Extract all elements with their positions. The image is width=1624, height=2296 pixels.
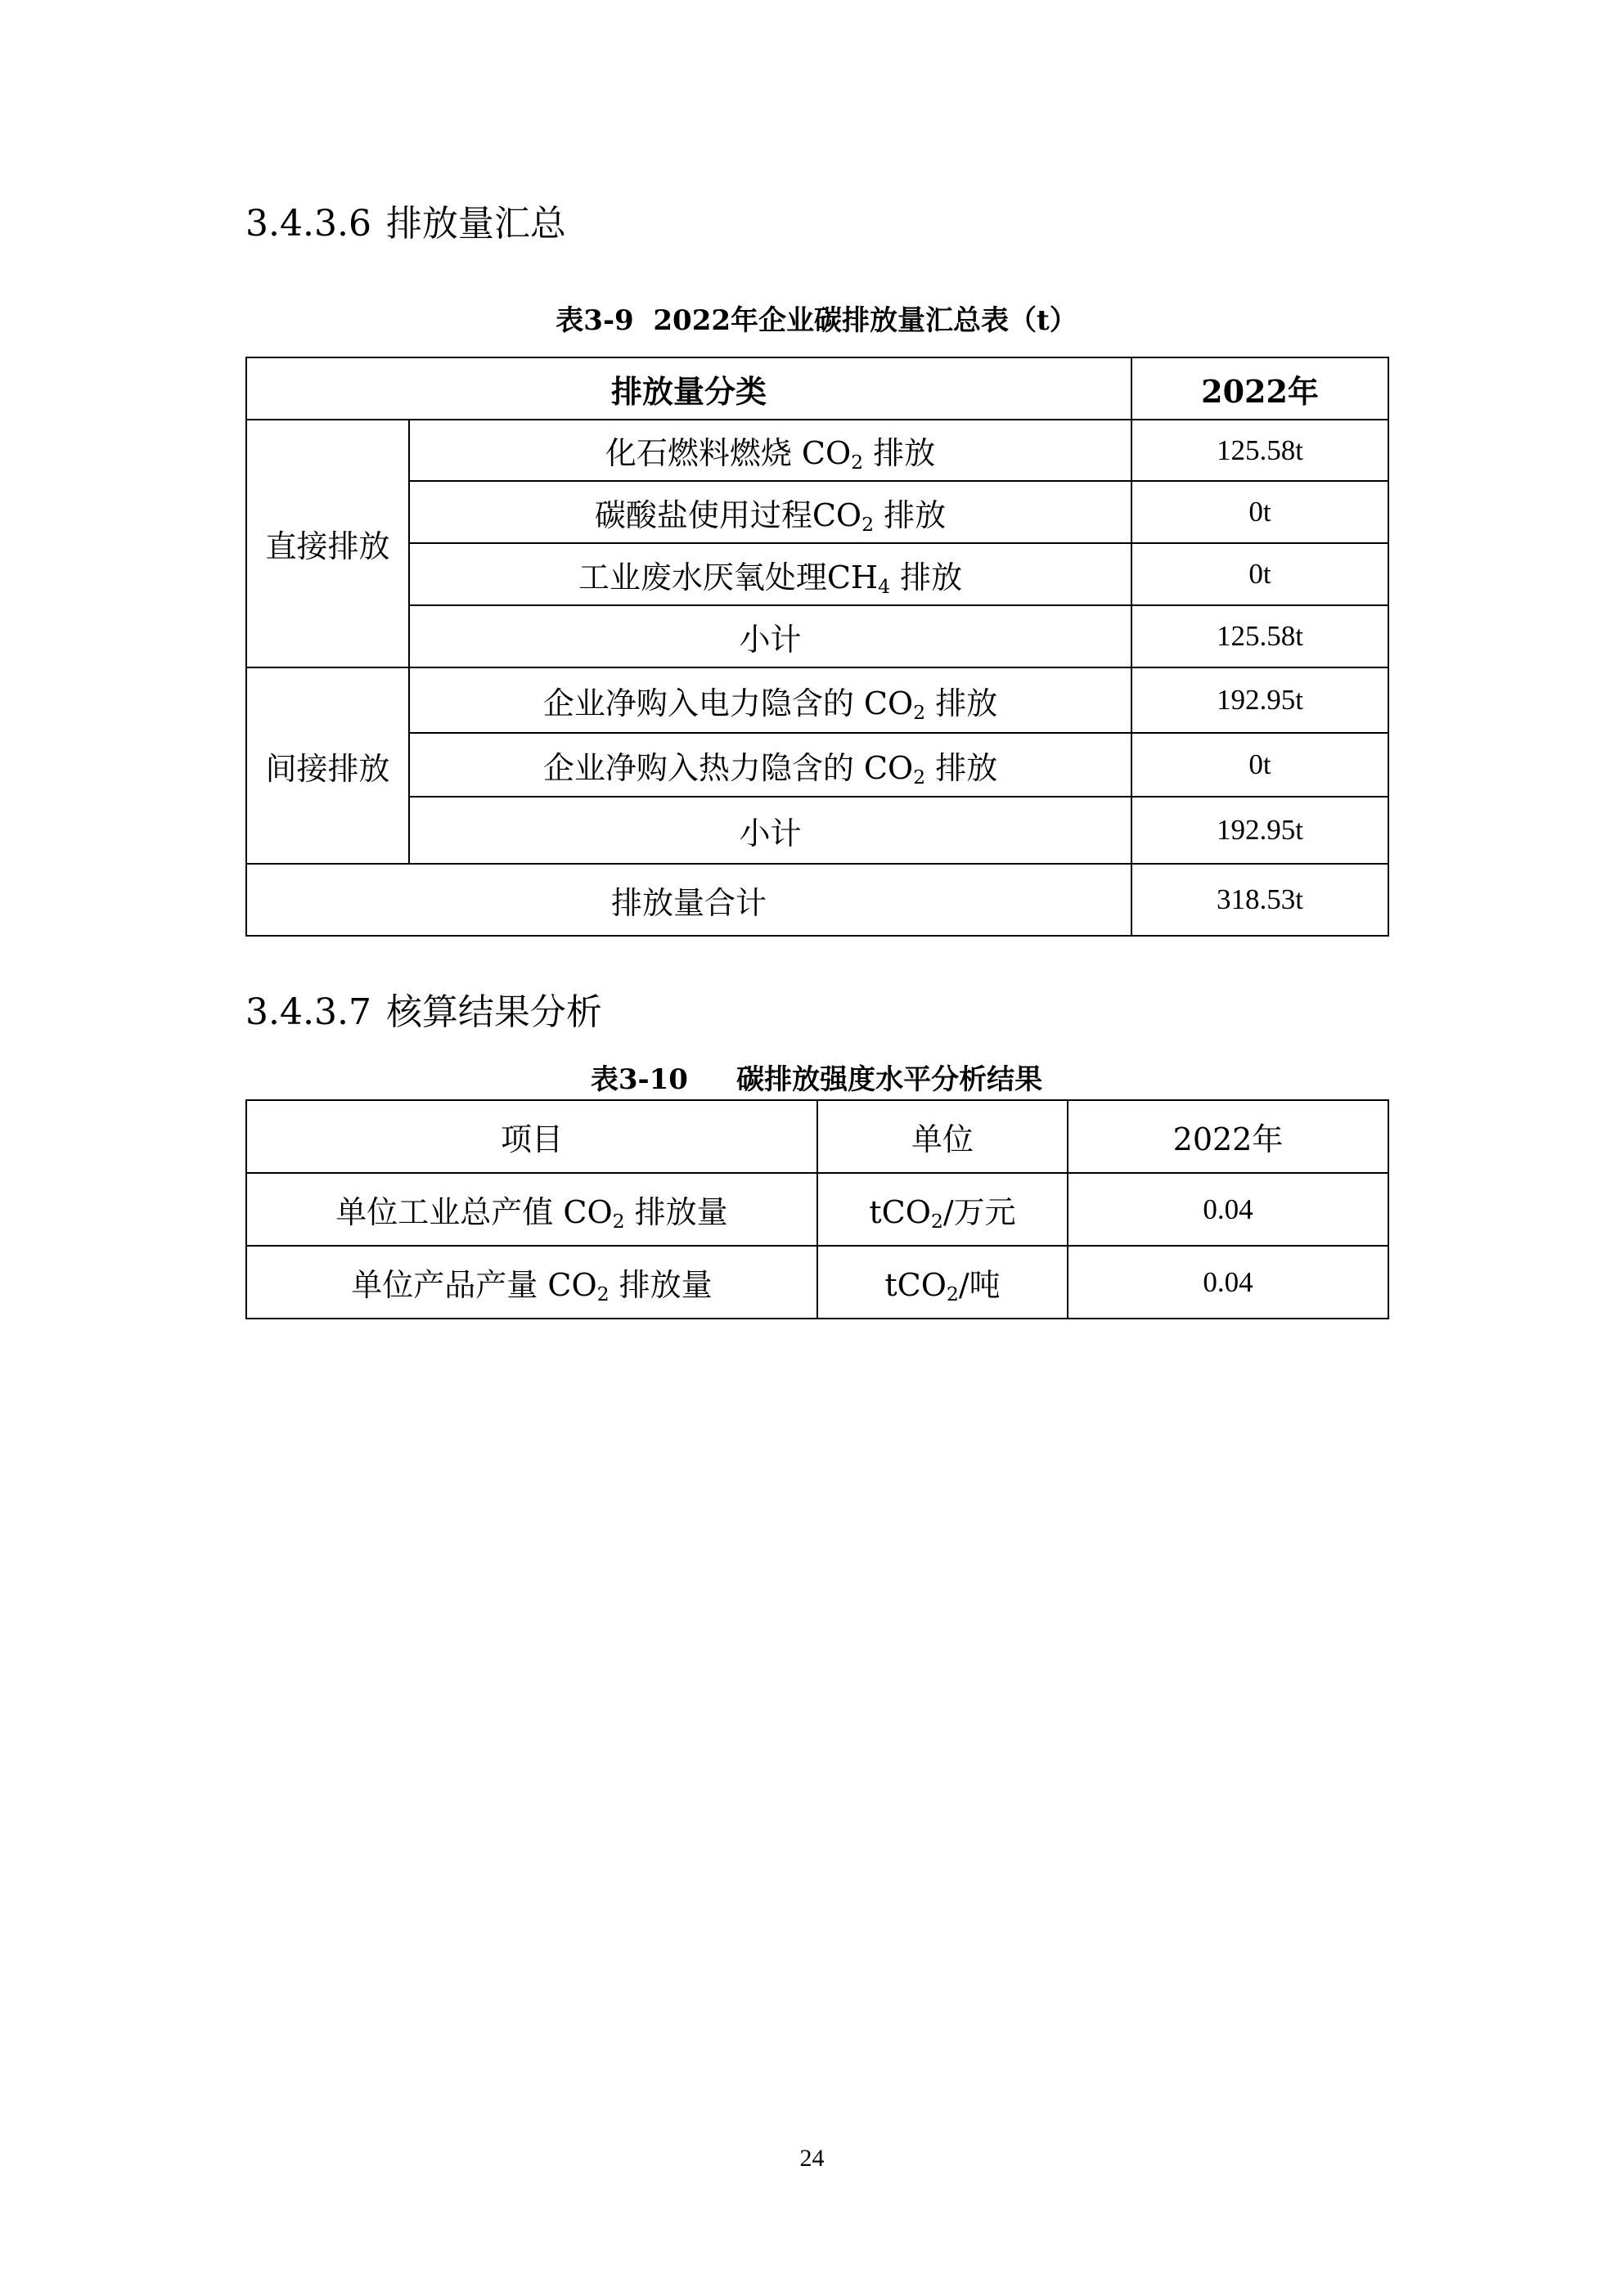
direct-emissions-label: 直接排放	[246, 420, 409, 667]
section-number: 3.4.3.7	[245, 991, 371, 1033]
table-row	[246, 543, 1388, 605]
section-title: 核算结果分析	[385, 991, 602, 1033]
header-category: 排放量分类	[246, 357, 1131, 420]
row-item: 单位工业总产值 $CO_2$ 排放量	[246, 1173, 817, 1246]
subtotal-value: 125.58t	[1131, 605, 1388, 667]
row-label: 企业净购入热力隐含的 $CO_2$ 排放	[409, 733, 1131, 797]
subtotal-label: 小计	[409, 797, 1131, 864]
row-label: 碳酸盐使用过程$CO_2$ 排放	[409, 481, 1131, 543]
table-header-row	[246, 1100, 1388, 1173]
table-caption-3-9: 表3-9 2022年企业碳排放量汇总表（t）	[556, 304, 1077, 337]
section-heading-3-4-3-7	[245, 990, 602, 1036]
indirect-emissions-label: 间接排放	[246, 667, 409, 864]
table-row	[246, 481, 1388, 543]
emissions-summary-table	[245, 357, 1389, 937]
subtotal-value: 192.95t	[1131, 797, 1388, 864]
header-item: 项目	[246, 1100, 817, 1173]
carbon-intensity-table	[245, 1099, 1389, 1319]
row-value: 192.95t	[1131, 667, 1388, 733]
row-label: 工业废水厌氧处理$CH_4$ 排放	[409, 543, 1131, 605]
total-row	[246, 864, 1388, 936]
total-value: 318.53t	[1131, 864, 1388, 936]
row-value: 0t	[1131, 481, 1388, 543]
table-row	[246, 1173, 1388, 1246]
subtotal-label: 小计	[409, 605, 1131, 667]
table-row	[246, 1246, 1388, 1319]
total-label: 排放量合计	[246, 864, 1131, 936]
page-number: 24	[799, 2145, 825, 2172]
row-value: 0.04	[1068, 1173, 1388, 1246]
subtotal-row	[246, 797, 1388, 864]
section-heading-3-4-3-6	[245, 201, 566, 247]
table-header-row	[246, 357, 1388, 420]
header-year: 2022年	[1068, 1100, 1388, 1173]
table-row	[246, 733, 1388, 797]
row-label: 企业净购入电力隐含的 $CO_2$ 排放	[409, 667, 1131, 733]
row-value: 125.58t	[1131, 420, 1388, 481]
row-unit: tCO$_2$/万元	[817, 1173, 1068, 1246]
header-unit: 单位	[817, 1100, 1068, 1173]
section-number: 3.4.3.6	[245, 203, 371, 245]
row-item: 单位产品产量 $CO_2$ 排放量	[246, 1246, 817, 1319]
row-value: 0t	[1131, 733, 1388, 797]
row-label: 化石燃料燃烧 $CO_2$ 排放	[409, 420, 1131, 481]
subtotal-row	[246, 605, 1388, 667]
table-row	[246, 667, 1388, 733]
section-title: 排放量汇总	[385, 203, 566, 245]
table-row	[246, 420, 1388, 481]
row-unit: tCO$_2$/吨	[817, 1246, 1068, 1319]
header-year: 2022年	[1131, 357, 1388, 420]
row-value: 0.04	[1068, 1246, 1388, 1319]
row-value: 0t	[1131, 543, 1388, 605]
table-caption-3-10: 表3-10 碳排放强度水平分析结果	[590, 1063, 1043, 1096]
